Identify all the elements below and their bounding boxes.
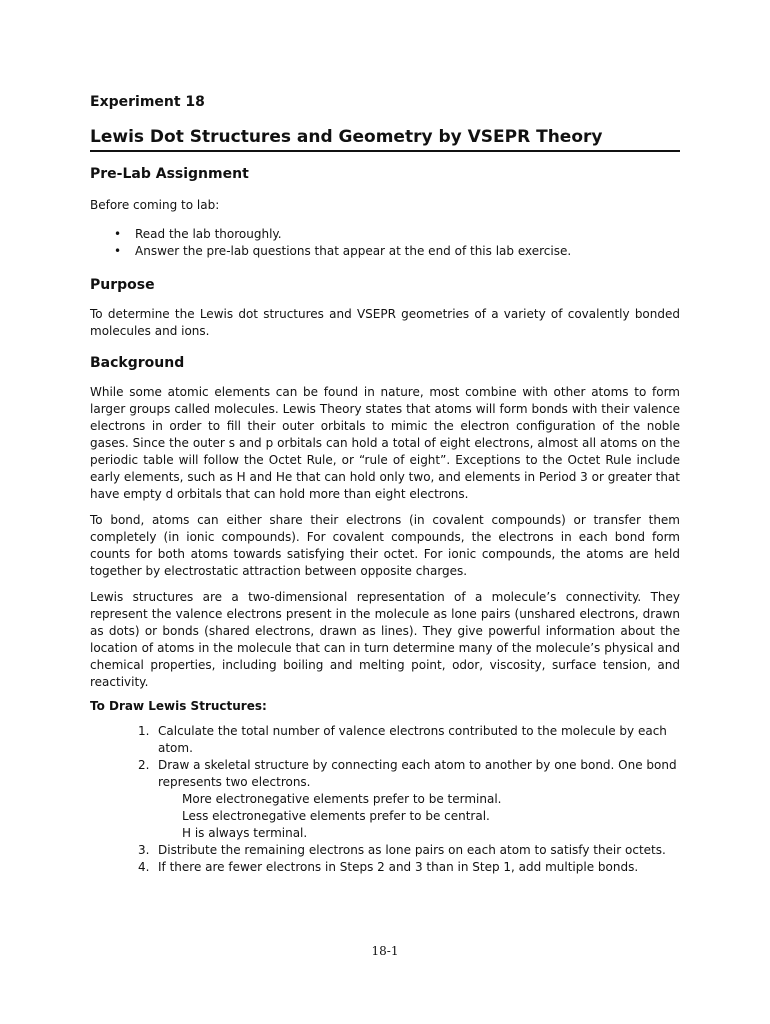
list-item [90, 226, 680, 243]
background-heading: Background [90, 355, 185, 371]
bullet-text: Read the lab thoroughly. [135, 227, 282, 241]
step-number: 3. [138, 843, 150, 857]
list-item [90, 859, 680, 876]
page-number: 18-1 [371, 944, 399, 958]
prelab-intro: Before coming to lab: [90, 198, 220, 212]
draw-steps-list [90, 723, 680, 876]
page-title: Lewis Dot Structures and Geometry by VSEPR Theory [90, 127, 603, 147]
bullet-icon: • [114, 244, 122, 258]
list-item [90, 243, 680, 260]
step-number: 1. [138, 724, 150, 738]
substep: Less electronegative elements prefer to be central. [182, 809, 490, 823]
draw-heading: To Draw Lewis Structures: [90, 699, 267, 713]
step-number: 2. [138, 758, 150, 772]
substep: H is always terminal. [182, 826, 308, 840]
experiment-number: Experiment 18 [90, 94, 205, 110]
step-text: If there are fewer electrons in Steps 2 and 3 than in Step 1, add multiple bonds. [158, 860, 639, 874]
step-text: Calculate the total number of valence electrons contributed to the molecule by each atom. [158, 724, 667, 755]
purpose-heading: Purpose [90, 277, 155, 293]
step-text: Draw a skeletal structure by connecting each atom to another by one bond. One bond represents two electrons. [158, 758, 677, 789]
substep: More electronegative elements prefer to be terminal. [182, 792, 502, 806]
page-content [90, 93, 680, 876]
list-item [90, 723, 680, 757]
prelab-heading: Pre-Lab Assignment [90, 166, 249, 182]
background-paragraph: While some atomic elements can be found in nature, most combine with other atoms to form larger groups called molecules. Lewis Theory states that atoms will form bonds with their valence electrons in order to fill their outer orbitals to mimic the electron configuration of the noble gases. Since the outer s and p orbitals can hold a total of eight electrons, almost all atoms on the periodic table will follow the Octet Rule, or “rule of eight”. Exceptions to the Octet Rule include early elements, such as H and He that can hold only two, and elements in Period 3 or greater that have empty d orbitals that can hold more than eight electrons. [90, 385, 680, 501]
background-paragraph: Lewis structures are a two-dimensional representation of a molecule’s connectivity. They represent the valence electrons present in the molecule as lone pairs (unshared electrons, drawn as dots) or bonds (shared electrons, drawn as lines). They give powerful information about the location of atoms in the molecule that can in turn determine many of the molecule’s physical and chemical properties, including boiling and melting point, odor, viscosity, surface tension, and reactivity. [90, 590, 680, 689]
background-paragraph: To bond, atoms can either share their electrons (in covalent compounds) or transfer them completely (in ionic compounds). For covalent compounds, the electrons in each bond form counts for both atoms towards satisfying their octet. For ionic compounds, the atoms are held together by electrostatic attraction between opposite charges. [90, 513, 680, 578]
prelab-bullet-list [90, 226, 680, 260]
bullet-icon: • [114, 227, 122, 241]
list-item [90, 757, 680, 842]
list-item [90, 842, 680, 859]
step-number: 4. [138, 860, 150, 874]
purpose-text: To determine the Lewis dot structures and VSEPR geometries of a variety of covalently bonded molecules and ions. [90, 307, 680, 338]
step-text: Distribute the remaining electrons as lone pairs on each atom to satisfy their octets. [158, 843, 666, 857]
bullet-text: Answer the pre-lab questions that appear at the end of this lab exercise. [135, 244, 572, 258]
title-block [90, 126, 680, 152]
